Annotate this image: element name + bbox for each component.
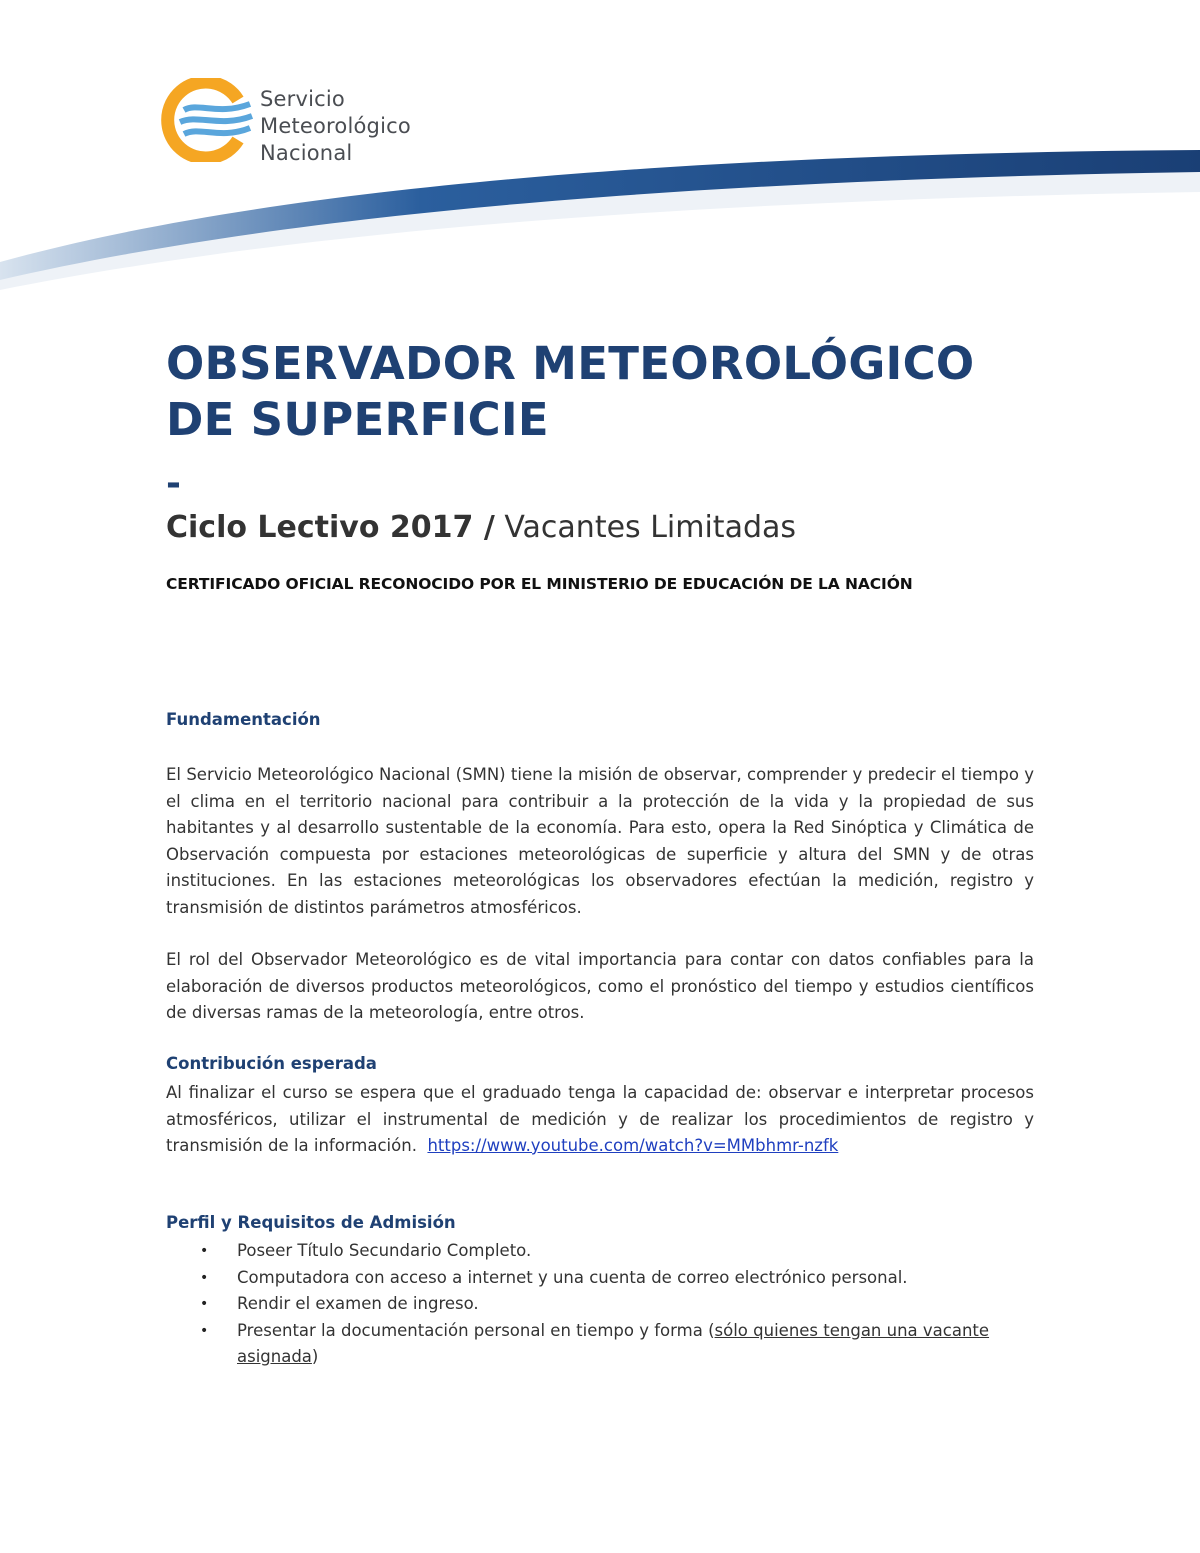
brand-line-3: Nacional	[260, 141, 353, 165]
list-item-text: Computadora con acceso a internet y una cuenta de correo electrónico personal.	[237, 1267, 908, 1287]
title-line-1: OBSERVADOR METEOROLÓGICO	[166, 337, 975, 390]
bullet-icon: •	[200, 1296, 209, 1312]
list-item	[166, 1291, 1034, 1318]
contribucion-text: Al finalizar el curso se espera que el graduado tenga la capacidad de: observar e interpretar procesos atmosféricos, utilizar el instrumental de medición y de realizar los procedimientos de registro y transmisión de la información.	[166, 1083, 1034, 1155]
fundamentacion-heading: Fundamentación	[166, 710, 321, 729]
document-title	[166, 336, 974, 448]
brand-line-2: Meteorológico	[260, 114, 411, 138]
list-item	[166, 1238, 1034, 1265]
list-item-suffix: )	[311, 1347, 319, 1366]
perfil-heading: Perfil y Requisitos de Admisión	[166, 1213, 456, 1232]
list-item	[166, 1265, 1034, 1292]
subtitle-normal: Vacantes Limitadas	[494, 510, 797, 545]
youtube-link[interactable]: https://www.youtube.com/watch?v=MMbhmr-nzfk	[427, 1136, 839, 1155]
bullet-icon: •	[200, 1269, 209, 1286]
list-item-text: Rendir el examen de ingreso.	[237, 1294, 479, 1313]
subtitle	[166, 510, 796, 545]
list-item	[166, 1318, 1034, 1371]
contribucion-heading: Contribución esperada	[166, 1054, 377, 1073]
bullet-icon: •	[200, 1243, 209, 1259]
subtitle-bold: Ciclo Lectivo 2017 /	[166, 510, 495, 545]
title-line-2: DE SUPERFICIE	[166, 393, 549, 446]
header-swoosh	[0, 140, 1200, 310]
contribucion-paragraph	[166, 1080, 1034, 1160]
smn-logo-icon	[158, 78, 254, 162]
fundamentacion-paragraph-1: El Servicio Meteorológico Nacional (SMN) tiene la misión de observar, comprender y predecir el tiempo y el clima en el territorio nacional para contribuir a la protección de la vida y la propiedad de sus habitantes y al desarrollo sustentable de la economía. Para esto, opera la Red Sinóptica y Climática de Observación compuesta por estaciones meteorológicas de superficie y altura del SMN y de otras instituciones. En las estaciones meteorológicas los observadores efectúan la medición, registro y transmisión de distintos parámetros atmosféricos.	[166, 765, 1034, 917]
requirements-list	[166, 1238, 1034, 1371]
fundamentacion-paragraph-2: El rol del Observador Meteorológico es de vital importancia para contar con datos confiables para la elaboración de diversos productos meteorológicos, como el pronóstico del tiempo y estudios científicos de diversas ramas de la meteorología, entre otros.	[166, 950, 1034, 1022]
list-item-text: Poseer Título Secundario Completo.	[237, 1241, 532, 1260]
certificate-line: CERTIFICADO OFICIAL RECONOCIDO POR EL MINISTERIO DE EDUCACIÓN DE LA NACIÓN	[166, 575, 913, 593]
brand-line-1: Servicio	[260, 87, 345, 111]
title-dash: -	[166, 463, 181, 504]
brand-name	[260, 86, 411, 167]
bullet-icon: •	[200, 1322, 209, 1339]
list-item-underlined: sólo quienes tengan una vacante asignada	[237, 1320, 990, 1366]
list-item-text: Presentar la documentación personal en tiempo y forma (	[237, 1320, 715, 1340]
